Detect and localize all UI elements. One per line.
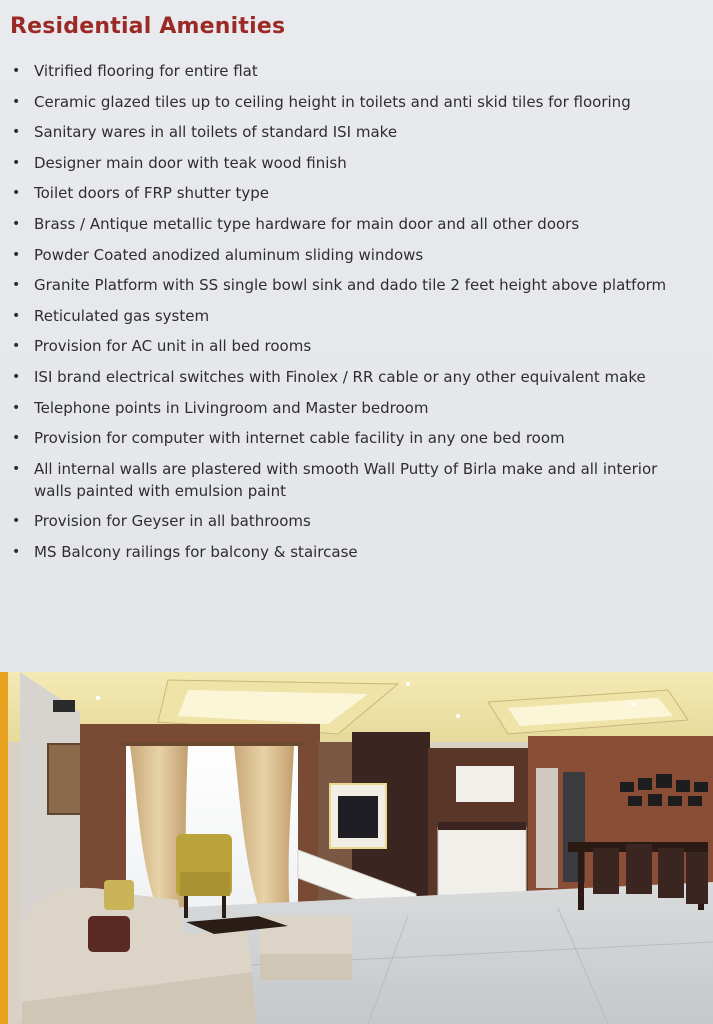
amenity-item xyxy=(12,366,692,388)
amenity-text: MS Balcony railings for balcony & staircase xyxy=(34,542,358,561)
amenity-item xyxy=(12,541,692,563)
amenity-text: Telephone points in Livingroom and Master bedroom xyxy=(34,398,429,417)
bullet-marker: • xyxy=(12,307,21,324)
bullet-marker: • xyxy=(12,63,21,79)
bullet-marker: • xyxy=(12,513,21,530)
amenity-item xyxy=(12,60,692,82)
bullet-marker: • xyxy=(12,246,21,263)
bullet-marker: • xyxy=(12,399,21,416)
amenity-text: Sanitary wares in all toilets of standard ISI make xyxy=(34,123,398,142)
accent-stripe xyxy=(0,672,8,1024)
bullet-marker: • xyxy=(12,185,21,202)
amenity-text: Provision for Geyser in all bathrooms xyxy=(34,512,311,531)
amenities-list xyxy=(12,60,692,572)
amenity-item xyxy=(12,182,692,204)
amenity-text: Provision for AC unit in all bed rooms xyxy=(34,337,312,356)
amenity-text: Reticulated gas system xyxy=(34,306,210,325)
bullet-marker: • xyxy=(12,368,21,385)
amenity-text: Brass / Antique metallic type hardware for main door and all other doors xyxy=(34,214,580,233)
amenity-text: Granite Platform with SS single bowl sink and dado tile 2 feet height above platform xyxy=(34,276,667,295)
amenity-item xyxy=(12,510,692,532)
amenity-item xyxy=(12,244,692,266)
amenity-item xyxy=(12,274,692,296)
bullet-marker: • xyxy=(12,338,21,355)
amenity-item xyxy=(12,397,692,419)
bullet-marker: • xyxy=(12,430,21,447)
bullet-marker: • xyxy=(12,124,21,141)
page-title: Residential Amenities xyxy=(10,14,286,39)
amenity-text: Vitrified flooring for entire flat xyxy=(34,62,258,80)
amenity-item xyxy=(12,427,692,449)
bullet-marker: • xyxy=(12,215,21,232)
amenity-item xyxy=(12,305,692,327)
bullet-marker: • xyxy=(12,460,21,477)
living-room-photo xyxy=(0,672,713,1024)
amenity-text: Toilet doors of FRP shutter type xyxy=(34,184,269,203)
amenity-item xyxy=(12,91,692,113)
amenity-item xyxy=(12,335,692,357)
amenity-text: Provision for computer with internet cable facility in any one bed room xyxy=(34,429,565,448)
amenity-text: Powder Coated anodized aluminum sliding windows xyxy=(34,245,424,264)
living-room-illustration xyxy=(8,672,713,1024)
amenity-text-continued: walls painted with emulsion paint xyxy=(34,481,286,500)
bullet-marker: • xyxy=(12,277,21,294)
bullet-marker: • xyxy=(12,154,21,171)
amenity-item xyxy=(12,121,692,143)
bullet-marker: • xyxy=(12,93,21,110)
amenity-text: All internal walls are plastered with smooth Wall Putty of Birla make and all interior xyxy=(34,459,658,478)
amenity-text: ISI brand electrical switches with Finolex / RR cable or any other equivalent make xyxy=(34,367,646,386)
amenity-text: Ceramic glazed tiles up to ceiling height in toilets and anti skid tiles for flooring xyxy=(34,92,631,111)
amenity-item xyxy=(12,152,692,174)
amenity-item xyxy=(12,458,692,502)
amenity-item xyxy=(12,213,692,235)
amenity-text: Designer main door with teak wood finish xyxy=(34,153,347,172)
bullet-marker: • xyxy=(12,543,21,560)
